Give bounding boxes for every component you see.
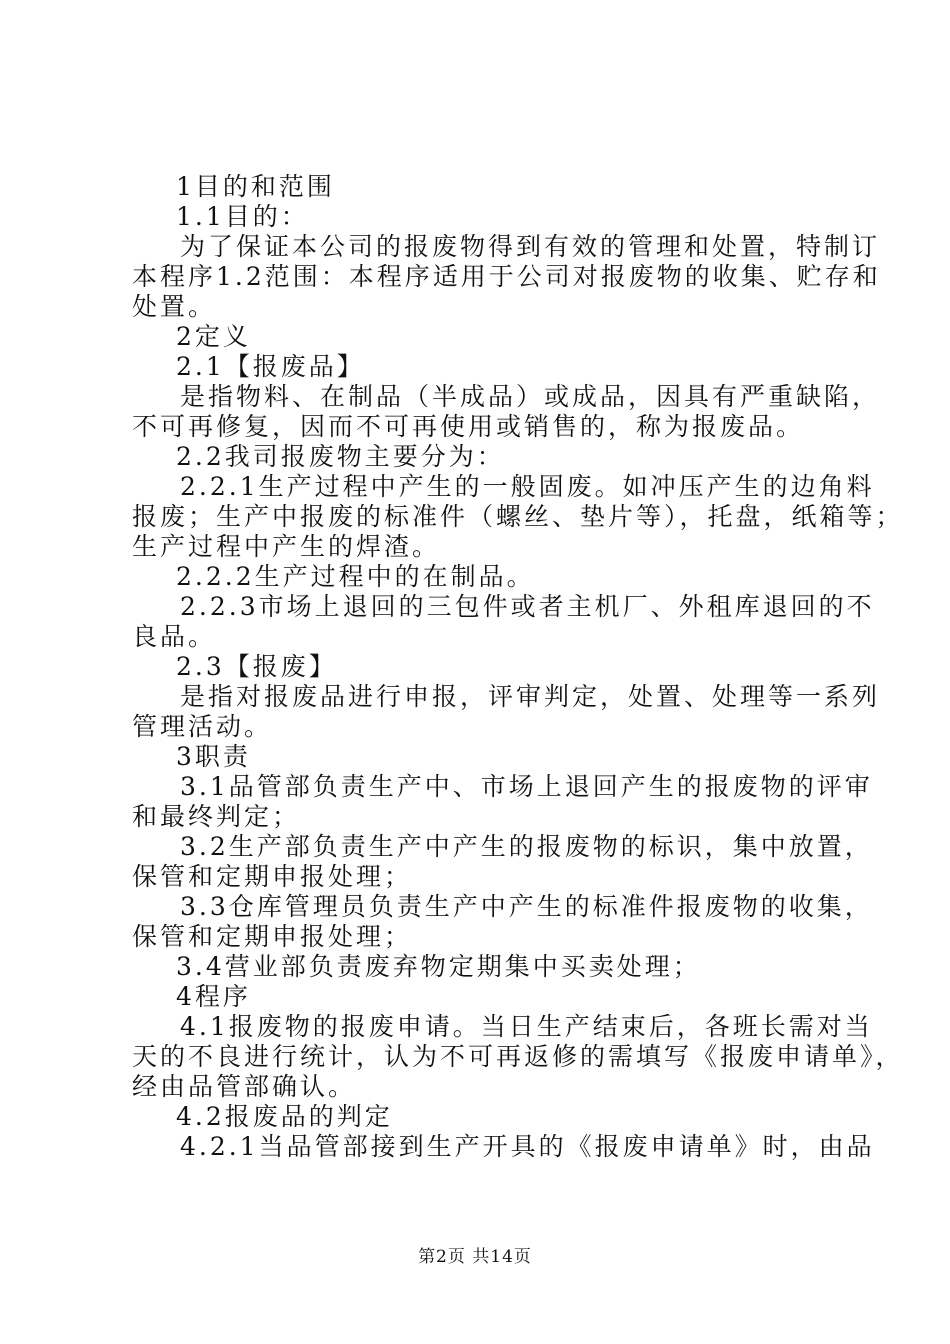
heading-1: 1目的和范围 xyxy=(176,172,335,201)
paragraph-line: 4.1报废物的报废申请。当日生产结束后，各班长需对当 xyxy=(180,1012,873,1041)
heading-1-1: 1.1目的： xyxy=(176,202,309,231)
paragraph-line: 保管和定期申报处理； xyxy=(132,922,413,951)
paragraph-line: 良品。 xyxy=(132,622,217,651)
heading-4-2: 4.2报废品的判定 xyxy=(176,1102,393,1131)
document-body xyxy=(132,172,904,1162)
paragraph-line: 2.2.1生产过程中产生的一般固废。如冲压产生的边角料 xyxy=(180,472,875,501)
paragraph-line: 是指物料、在制品（半成品）或成品，因具有严重缺陷， xyxy=(180,382,881,411)
heading-2-1: 2.1【报废品】 xyxy=(176,352,365,381)
paragraph-line: 天的不良进行统计，认为不可再返修的需填写《报废申请单》， xyxy=(132,1042,904,1071)
paragraph-line: 为了保证本公司的报废物得到有效的管理和处置，特制订 xyxy=(180,232,881,261)
paragraph-line: 4.2.1当品管部接到生产开具的《报废申请单》时，由品 xyxy=(180,1132,875,1161)
paragraph-line: 3.4营业部负责废弃物定期集中买卖处理； xyxy=(176,952,701,981)
heading-3: 3职责 xyxy=(176,742,251,771)
paragraph-line: 2.2.3市场上退回的三包件或者主机厂、外租库退回的不 xyxy=(180,592,875,621)
heading-2-3: 2.3【报废】 xyxy=(176,652,337,681)
paragraph-line: 3.1品管部负责生产中、市场上退回产生的报废物的评审 xyxy=(180,772,873,801)
paragraph-line: 本程序1.2范围：本程序适用于公司对报废物的收集、贮存和 xyxy=(132,262,881,291)
heading-2: 2定义 xyxy=(176,322,251,351)
paragraph-line: 和最终判定； xyxy=(132,802,301,831)
paragraph-line: 不可再修复，因而不可再使用或销售的，称为报废品。 xyxy=(132,412,805,441)
paragraph-line: 3.2生产部负责生产中产生的报废物的标识，集中放置， xyxy=(180,832,873,861)
paragraph-line: 处置。 xyxy=(132,292,217,321)
paragraph-line: 是指对报废品进行申报，评审判定，处置、处理等一系列 xyxy=(180,682,881,711)
heading-2-2: 2.2我司报废物主要分为： xyxy=(176,442,505,471)
paragraph-line: 生产过程中产生的焊渣。 xyxy=(132,532,441,561)
heading-4: 4程序 xyxy=(176,982,251,1011)
paragraph-line: 管理活动。 xyxy=(132,712,273,741)
paragraph-line: 报废；生产中报废的标准件（螺丝、垫片等），托盘，纸箱等； xyxy=(132,502,904,531)
page-number: 第2页 共14页 xyxy=(418,1247,532,1267)
paragraph-line: 3.3仓库管理员负责生产中产生的标准件报废物的收集， xyxy=(180,892,873,921)
paragraph-line: 保管和定期申报处理； xyxy=(132,862,413,891)
paragraph-line: 经由品管部确认。 xyxy=(132,1072,357,1101)
paragraph-line: 2.2.2生产过程中的在制品。 xyxy=(176,562,535,591)
